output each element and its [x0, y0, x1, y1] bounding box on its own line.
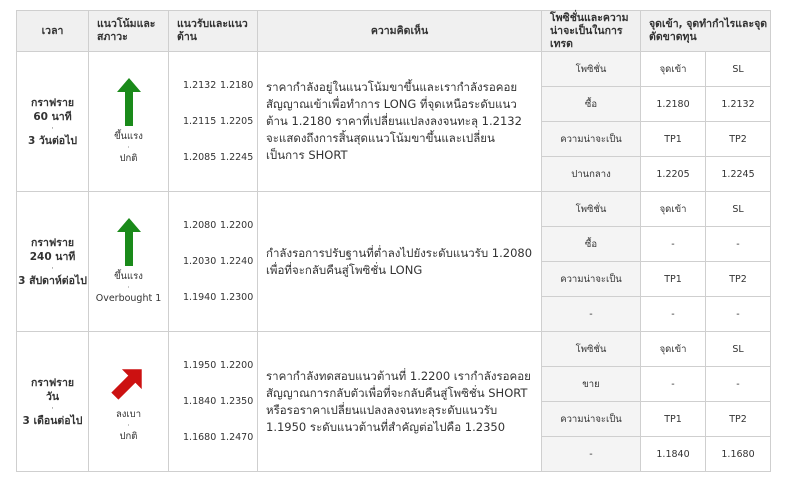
timeframe-horizon: 3 เดือนต่อไป: [22, 414, 83, 427]
sl-value-cell: -: [706, 227, 771, 262]
support-level: 1.1680: [183, 432, 217, 443]
sl-value-cell: SL: [706, 192, 771, 227]
resistance-level: 1.2300: [220, 292, 254, 303]
position-cell: ความน่าจะเป็น: [542, 402, 641, 437]
trend-cell: [89, 192, 169, 332]
timeframe-cell: [17, 52, 89, 192]
position-cell: ซื้อ: [542, 87, 641, 122]
sl-value-cell: SL: [706, 332, 771, 367]
levels-cell: [169, 192, 258, 332]
analysis-table: [16, 10, 771, 472]
trend-cell: [89, 52, 169, 192]
sl-value-cell: -: [706, 297, 771, 332]
trend-cell: [89, 332, 169, 472]
timeframe-horizon: 3 สัปดาห์ต่อไป: [18, 274, 87, 287]
entry-value-cell: 1.2180: [641, 87, 706, 122]
trend-label: ขึ้นแรง: [114, 271, 143, 282]
entry-value-cell: -: [641, 227, 706, 262]
separator-dot: ·: [127, 143, 130, 152]
entry-value-cell: -: [641, 297, 706, 332]
sl-value-cell: SL: [706, 52, 771, 87]
level-pair: [183, 348, 257, 384]
resistance-level: 1.2350: [220, 396, 254, 407]
position-cell: ความน่าจะเป็น: [542, 122, 641, 157]
up-arrow-icon: [117, 78, 141, 126]
support-level: 1.2132: [183, 80, 217, 91]
resistance-level: 1.2200: [220, 360, 254, 371]
resistance-level: 1.2245: [220, 152, 254, 163]
entry-value-cell: TP1: [641, 122, 706, 157]
resistance-level: 1.2240: [220, 256, 254, 267]
header-levels: แนวรับและแนวต้าน: [169, 11, 258, 52]
resistance-level: 1.2205: [220, 116, 254, 127]
entry-value-cell: TP1: [641, 262, 706, 297]
header-entry: จุดเข้า, จุดทำกำไรและจุดตัดขาดทุน: [641, 11, 771, 52]
position-cell: ขาย: [542, 367, 641, 402]
sl-value-cell: 1.2132: [706, 87, 771, 122]
support-level: 1.2115: [183, 116, 217, 127]
separator-dot: ·: [51, 403, 54, 414]
support-level: 1.2030: [183, 256, 217, 267]
timeframe-period: 240 นาที: [29, 250, 76, 263]
condition-label: Overbought 1: [95, 293, 162, 304]
sl-value-cell: 1.1680: [706, 437, 771, 472]
entry-value-cell: จุดเข้า: [641, 192, 706, 227]
trend-label: ขึ้นแรง: [114, 131, 143, 142]
level-pair: [183, 280, 257, 316]
entry-value-cell: จุดเข้า: [641, 52, 706, 87]
support-level: 1.2085: [183, 152, 217, 163]
header-position: โพซิชั่นและความน่าจะเป็นในการเทรด: [542, 11, 641, 52]
comment-cell: ราคากำลังอยู่ในแนวโน้มขาขึ้นและเรากำลังรอคอยสัญญาณเข้าเพื่อทำการ LONG ที่จุดเหนือระดับแนวต้าน 1.2180 ราคาที่เปลี่ยนแปลงลงจนทะลุ 1.2132 จะแสดงถึงการสิ้นสุดแนวโน้มขาขึ้นและเปลี่ยนเป็นการ SHORT: [258, 52, 542, 192]
timeframe-horizon: 3 วันต่อไป: [27, 134, 78, 147]
level-pair: [183, 104, 257, 140]
separator-dot: ·: [127, 283, 130, 292]
comment-cell: กำลังรอการปรับฐานที่ต่ำลงไปยังระดับแนวรับ 1.2080 เพื่อที่จะกลับคืนสู่โพซิชั่น LONG: [258, 192, 542, 332]
entry-value-cell: จุดเข้า: [641, 332, 706, 367]
table-row: [17, 52, 771, 87]
entry-value-cell: TP1: [641, 402, 706, 437]
separator-dot: ·: [127, 421, 130, 430]
level-pair: [183, 420, 257, 456]
level-pair: [183, 384, 257, 420]
entry-value-cell: -: [641, 367, 706, 402]
up-arrow-icon: [117, 218, 141, 266]
sl-value-cell: 1.2245: [706, 157, 771, 192]
timeframe-label: กราฟราย: [30, 96, 74, 109]
entry-value-cell: 1.1840: [641, 437, 706, 472]
levels-cell: [169, 332, 258, 472]
levels-cell: [169, 52, 258, 192]
support-level: 1.1940: [183, 292, 217, 303]
entry-value-cell: 1.2205: [641, 157, 706, 192]
position-cell: โพซิชั่น: [542, 52, 641, 87]
position-cell: -: [542, 437, 641, 472]
position-cell: ซื้อ: [542, 227, 641, 262]
resistance-level: 1.2180: [220, 80, 254, 91]
sl-value-cell: TP2: [706, 122, 771, 157]
support-level: 1.1950: [183, 360, 217, 371]
position-cell: -: [542, 297, 641, 332]
separator-dot: ·: [51, 123, 54, 134]
support-level: 1.2080: [183, 220, 217, 231]
resistance-level: 1.2470: [220, 432, 254, 443]
level-pair: [183, 140, 257, 176]
timeframe-period: วัน: [45, 390, 60, 403]
timeframe-label: กราฟราย: [30, 236, 74, 249]
timeframe-label: กราฟราย: [30, 376, 74, 389]
comment-cell: ราคากำลังทดสอบแนวต้านที่ 1.2200 เรากำลังรอคอยสัญญาณการกลับตัวเพื่อที่จะกลับคืนสู่โพซิชั่น SHORT หรือรอราคาเปลี่ยนแปลงลงจนทะลุระดับแนวรับ 1.1950 ระดับแนวต้านที่สำคัญต่อไปคือ 1.2350: [258, 332, 542, 472]
condition-label: ปกติ: [119, 431, 138, 442]
condition-label: ปกติ: [119, 153, 138, 164]
timeframe-cell: [17, 192, 89, 332]
position-cell: โพซิชั่น: [542, 192, 641, 227]
table-row: [17, 332, 771, 367]
separator-dot: ·: [51, 263, 54, 274]
level-pair: [183, 68, 257, 104]
position-cell: ความน่าจะเป็น: [542, 262, 641, 297]
trend-label: ลงเบา: [115, 409, 142, 420]
position-cell: ปานกลาง: [542, 157, 641, 192]
header-trend: แนวโน้มและสภาวะ: [89, 11, 169, 52]
support-level: 1.1840: [183, 396, 217, 407]
table-row: [17, 192, 771, 227]
position-cell: โพซิชั่น: [542, 332, 641, 367]
sl-value-cell: -: [706, 367, 771, 402]
down-arrow-icon: [107, 360, 151, 404]
timeframe-cell: [17, 332, 89, 472]
sl-value-cell: TP2: [706, 402, 771, 437]
header-time: เวลา: [17, 11, 89, 52]
header-comment: ความคิดเห็น: [258, 11, 542, 52]
level-pair: [183, 244, 257, 280]
timeframe-period: 60 นาที: [33, 110, 72, 123]
sl-value-cell: TP2: [706, 262, 771, 297]
resistance-level: 1.2200: [220, 220, 254, 231]
level-pair: [183, 208, 257, 244]
